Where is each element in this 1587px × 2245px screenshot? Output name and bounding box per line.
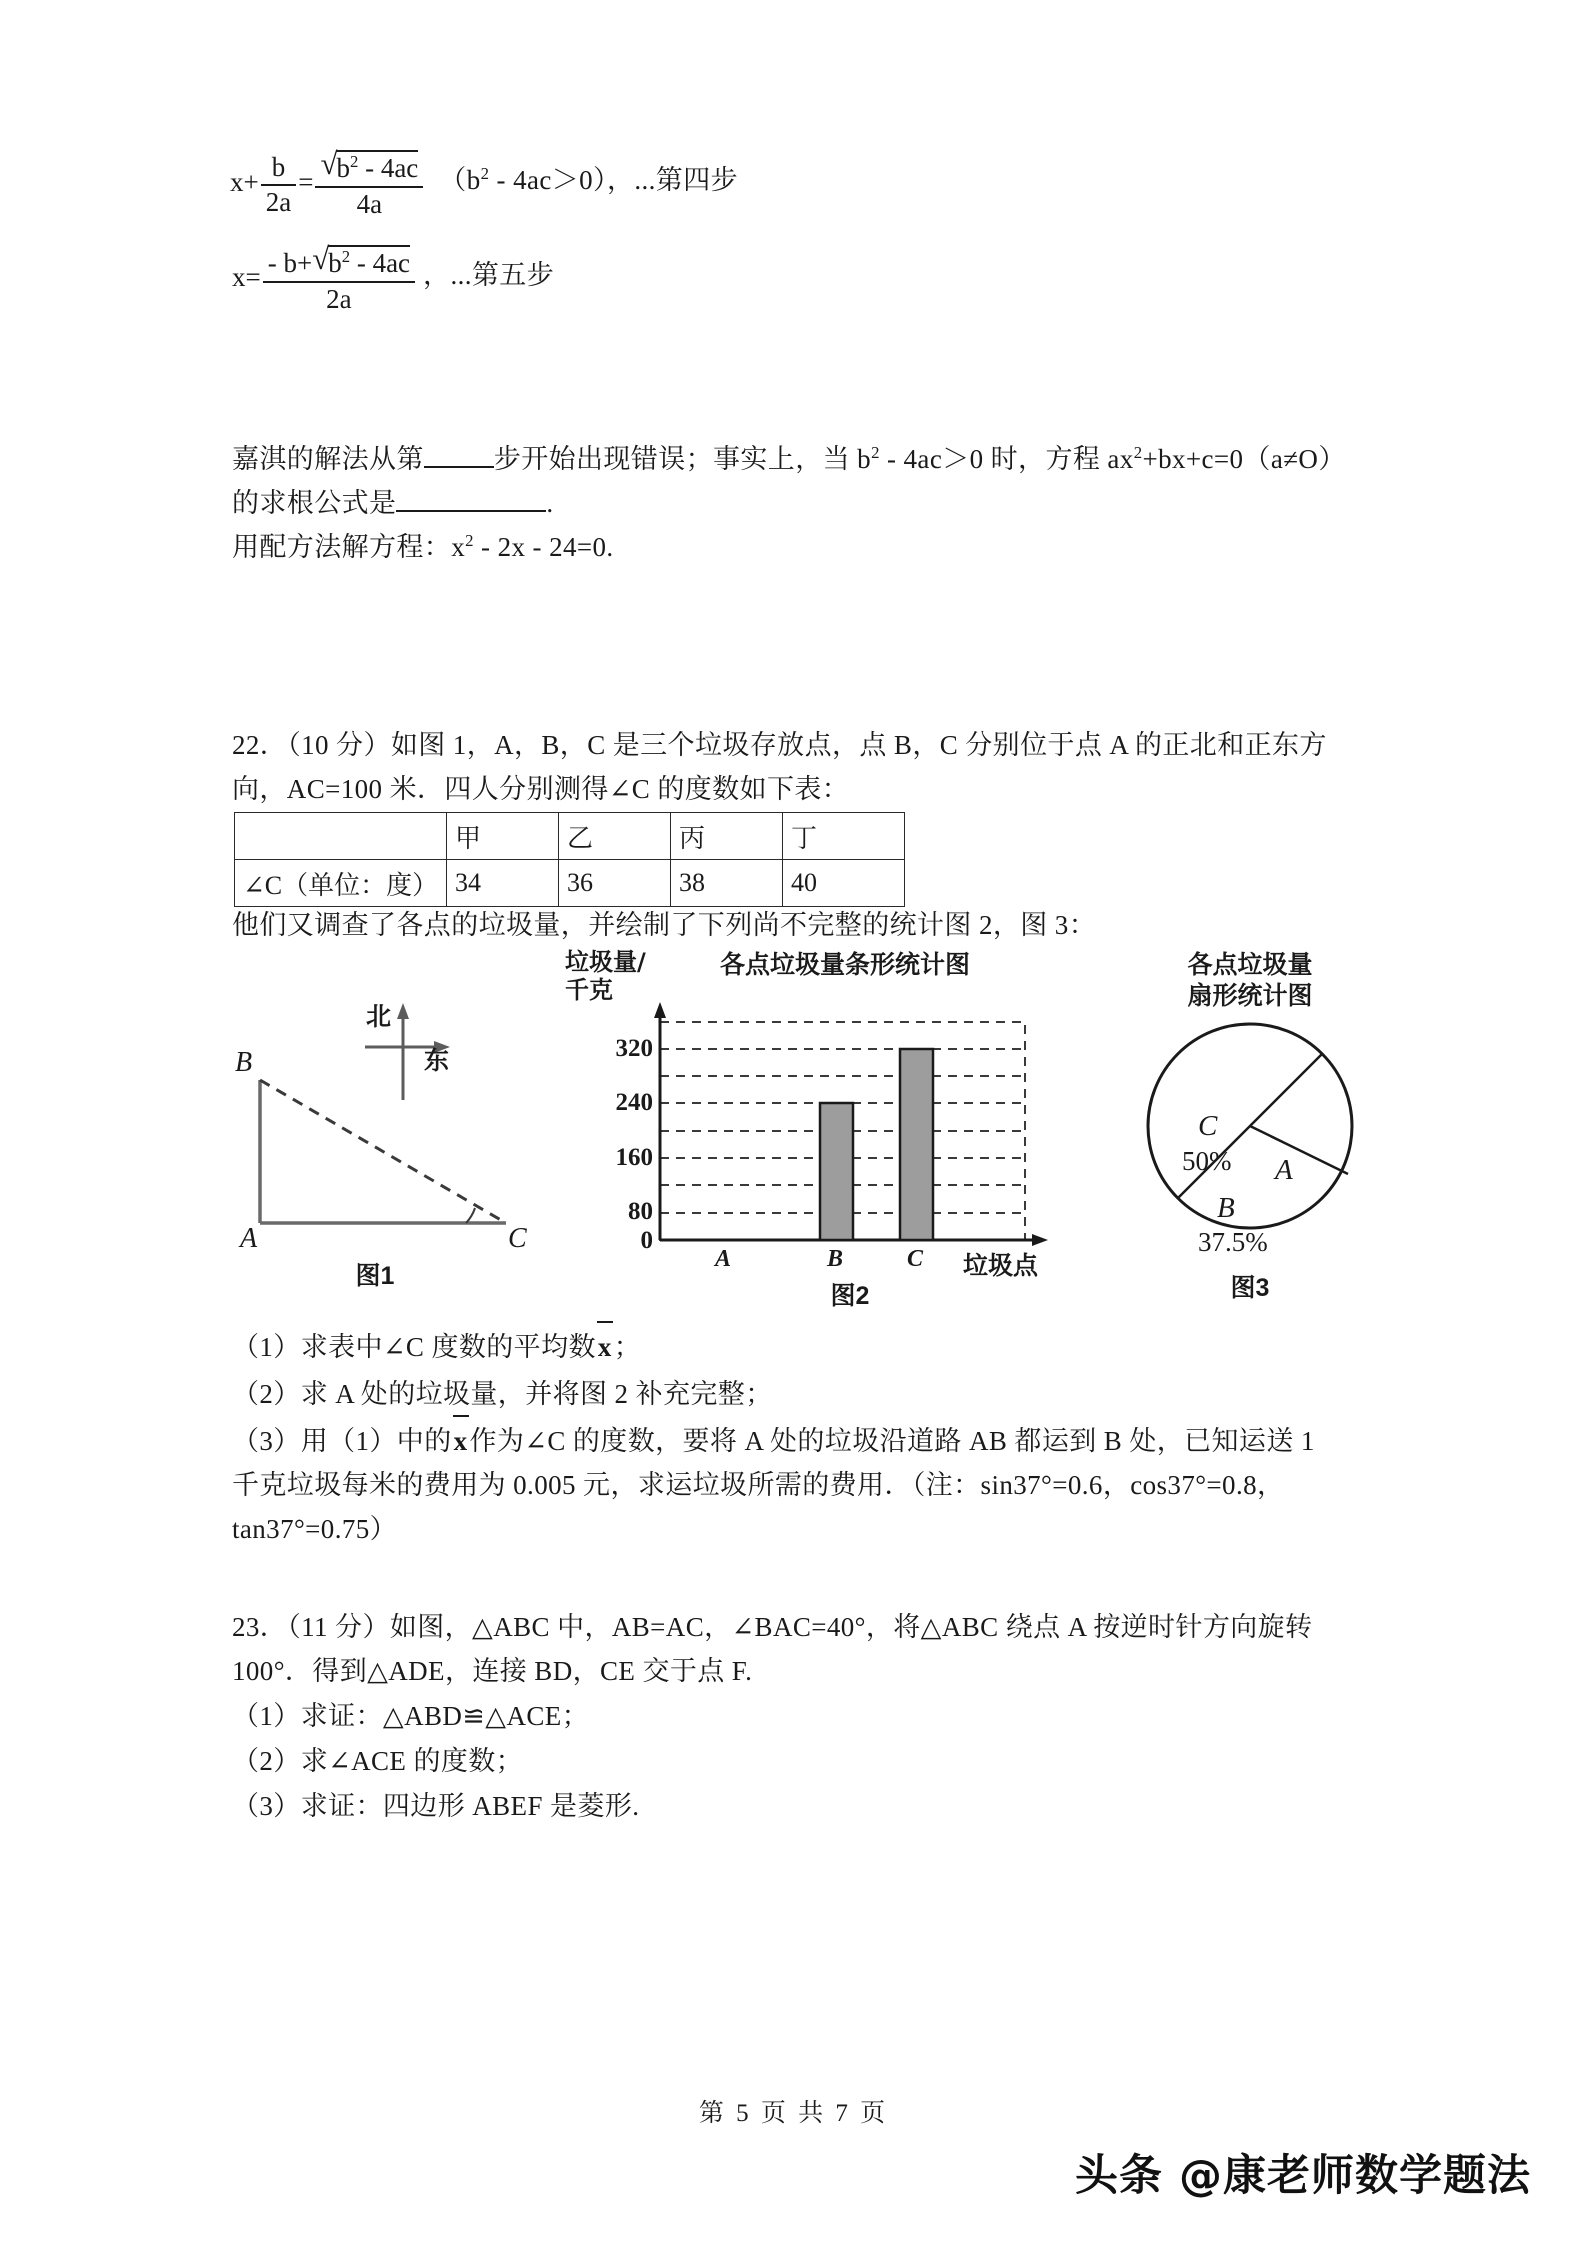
bar-chart-ylabel-line1: 垃圾量/ (565, 948, 646, 976)
q21-line3-a: 用配方法解方程：x (232, 532, 466, 562)
q22-after-table-text: 他们又调查了各点的垃圾量，并绘制了下列尚不完整的统计图 2，图 3： (232, 910, 1097, 940)
figure-1-point-b-label: B (235, 1047, 253, 1078)
q22-sub3-a: （3）用（1）中的 (232, 1426, 452, 1456)
table-header-yi: 乙 (559, 813, 671, 860)
q22-sub-question-3-line1 (232, 1419, 1482, 1463)
table-header-ding: 丁 (783, 813, 905, 860)
bar-chart-ytick-0: 0 (640, 1227, 653, 1254)
q21-line1-a: 嘉淇的解法从第 (232, 444, 424, 474)
q22-sub1-b: ； (613, 1332, 642, 1362)
figure-2-bar-chart (555, 948, 1055, 1310)
q22-sub-question-3-line2: 千克垃圾每米的费用为 0.005 元，求运垃圾所需的费用．（注：sin37°=0.6，cos37°=0.8， (232, 1470, 1285, 1500)
table-row (235, 860, 905, 907)
step4-radicand-tail: - 4ac (358, 153, 419, 183)
figure-3-pie-chart (1110, 950, 1390, 1302)
table-row (235, 813, 905, 860)
figure-2-caption: 图2 (830, 1282, 870, 1310)
q23-sub-question-3: （3）求证：四边形 ABEF 是菱形. (232, 1791, 640, 1821)
figure-1-caption: 图1 (355, 1262, 395, 1290)
page-footer: 第 5 页 共 7 页 (698, 2100, 889, 2127)
compass-east-label: 东 (424, 1046, 450, 1075)
q21-line1-b: 步开始出现错误；事实上，当 b (493, 444, 872, 474)
answer-blank-step[interactable] (424, 439, 494, 468)
figure-3-caption: 图3 (1230, 1274, 1270, 1302)
step5-numer-lead: - b+ (267, 248, 313, 278)
answer-blank-formula[interactable] (396, 483, 546, 512)
q22-sub-question-1 (232, 1325, 1482, 1369)
step4-denominator: 4a (315, 186, 423, 220)
bar-chart-x-axis-label: 垃圾点 (963, 1251, 1039, 1280)
step5-radicand-exponent: 2 (341, 247, 351, 266)
bar-chart-xtick-A: A (715, 1246, 732, 1272)
step5-trailer (423, 260, 554, 290)
pie-slice-label-A: A (1275, 1154, 1293, 1186)
pie-slice-label-B: B (1217, 1192, 1235, 1224)
q21-line2-b: . (546, 488, 554, 518)
step4-fraction-b-2a (261, 152, 296, 218)
bar-chart-xtick-B: B (827, 1246, 844, 1272)
q23-sub-question-2: （2）求∠ACE 的度数； (232, 1746, 524, 1776)
table-cell-ding: 40 (783, 860, 905, 907)
q22-sub-question-3-line3: tan37°=0.75） (232, 1514, 398, 1544)
q21-tail-line-3 (232, 525, 1462, 569)
q22-angle-table (234, 812, 905, 907)
step5-step-label: ...第五步 (450, 259, 555, 290)
bar-chart-ytick-160: 160 (615, 1144, 653, 1171)
q21-line1-sup2: 2 (1133, 443, 1143, 462)
step4-condition-tail: - 4ac＞0）， (489, 164, 635, 195)
table-cell-jia: 34 (447, 860, 559, 907)
figure-1-point-c-label: C (508, 1223, 527, 1254)
pie-slice-label-C: C (1198, 1110, 1218, 1142)
q21-tail-line-2 (232, 481, 1462, 525)
step5-fraction (263, 245, 415, 315)
figure-1-point-a-label: A (240, 1223, 258, 1254)
q22-sub1-a: （1）求表中∠C 度数的平均数 (232, 1332, 596, 1362)
pie-chart-title-line1: 各点垃圾量 (1187, 951, 1313, 979)
step4-radicand: b (336, 153, 350, 183)
compass-north-arrow (397, 1003, 409, 1019)
compass-north-label: 北 (366, 1002, 392, 1031)
q23-stem-line-1: 23．（11 分）如图，△ABC 中，AB=AC，∠BAC=40°，将△ABC 绕点 A 按逆时针方向旋转 (232, 1612, 1313, 1642)
step4-condition: （b (439, 164, 481, 195)
equation-step-4 (230, 150, 738, 220)
bar-chart-ylabel-line2: 千克 (565, 976, 613, 1004)
angle-c-arc (466, 1208, 475, 1223)
q21-line1-c: - 4ac＞0 时，方程 ax (879, 444, 1134, 474)
table-cell-bing: 38 (671, 860, 783, 907)
table-row-label: ∠C（单位：度） (235, 860, 447, 907)
bar-chart-ytick-80: 80 (628, 1198, 653, 1225)
pie-slice-value-B: 37.5% (1198, 1227, 1268, 1257)
watermark: 头条 @康老师数学题法 (1075, 2151, 1531, 2201)
bar-C (900, 1049, 933, 1240)
q21-line1-d: +bx+c=0（a≠O） (1142, 444, 1346, 474)
bar-chart-title: 各点垃圾量条形统计图 (719, 951, 970, 979)
step5-radicand: b (328, 248, 342, 278)
pie-slice-value-C: 50% (1182, 1146, 1232, 1176)
step4-equals: = (298, 167, 314, 198)
q21-tail-line-1 (232, 437, 1462, 481)
pie-chart-svg (1110, 1016, 1390, 1256)
pie-chart-title-line2: 扇形统计图 (1187, 982, 1313, 1010)
bar-chart-xtick-C: C (907, 1246, 924, 1272)
q22-sub3-b: 作为∠C 的度数，要将 A 处的垃圾沿道路 AB 都运到 B 处，已知运送 1 (469, 1426, 1315, 1456)
bar-chart-y-axis-arrow (654, 1002, 666, 1018)
q21-line1-sup: 2 (871, 443, 880, 462)
table-cell-yi: 36 (559, 860, 671, 907)
step4-fraction-radical-4a (315, 150, 423, 220)
step4-condition-exponent: 2 (480, 163, 490, 183)
q23-stem-line-2: 100°．得到△ADE，连接 BD，CE 交于点 F. (232, 1656, 753, 1686)
step4-numerator (315, 150, 423, 186)
step4-condition-wrap (439, 165, 738, 195)
q23-sub-question-1: （1）求证：△ABD≌△ACE； (232, 1701, 590, 1731)
table-header-empty (235, 813, 447, 860)
table-header-jia: 甲 (447, 813, 559, 860)
q22-sub3-var: x (453, 1426, 468, 1456)
table-header-bing: 丙 (671, 813, 783, 860)
q22-sub-question-2: （2）求 A 处的垃圾量，并将图 2 补充完整； (232, 1379, 773, 1409)
step5-numerator (263, 245, 415, 281)
q21-line2-a: 的求根公式是 (232, 488, 397, 518)
step4-2a: 2a (261, 184, 296, 218)
q22-sub3-xbar (452, 1419, 470, 1463)
equation-step-5 (232, 245, 554, 315)
bar-chart-x-axis-arrow (1032, 1234, 1048, 1246)
q22-sub1-var: x (597, 1332, 612, 1362)
radical-icon (320, 150, 418, 184)
step4-step-label: ...第四步 (634, 164, 739, 195)
q22-stem-line-2: 向，AC=100 米．四人分别测得∠C 的度数如下表： (232, 774, 850, 804)
bar-B (820, 1103, 853, 1240)
q21-line3-sup: 2 (465, 531, 474, 550)
bar-chart-ytick-320: 320 (615, 1035, 653, 1062)
bar-chart-ytick-240: 240 (615, 1089, 653, 1116)
step4-lhs: x+ (230, 167, 259, 198)
step5-comma: ， (423, 259, 451, 290)
q21-line3-b: - 2x - 24=0. (473, 532, 614, 562)
step5-radicand-tail: - 4ac (350, 248, 411, 278)
step4-b: b (271, 152, 286, 182)
q22-stem-line-1: 22．（10 分）如图 1，A，B，C 是三个垃圾存放点，点 B，C 分别位于点 A 的正北和正东方 (232, 730, 1327, 760)
step5-lhs: x= (232, 262, 261, 293)
q22-sub1-xbar (596, 1325, 614, 1369)
step5-denominator: 2a (263, 281, 415, 315)
figure-1-triangle-diagram (228, 975, 558, 1290)
radical-icon (312, 245, 410, 279)
triangle-hypotenuse-dashed (260, 1080, 506, 1223)
step4-radicand-exponent: 2 (349, 152, 359, 171)
